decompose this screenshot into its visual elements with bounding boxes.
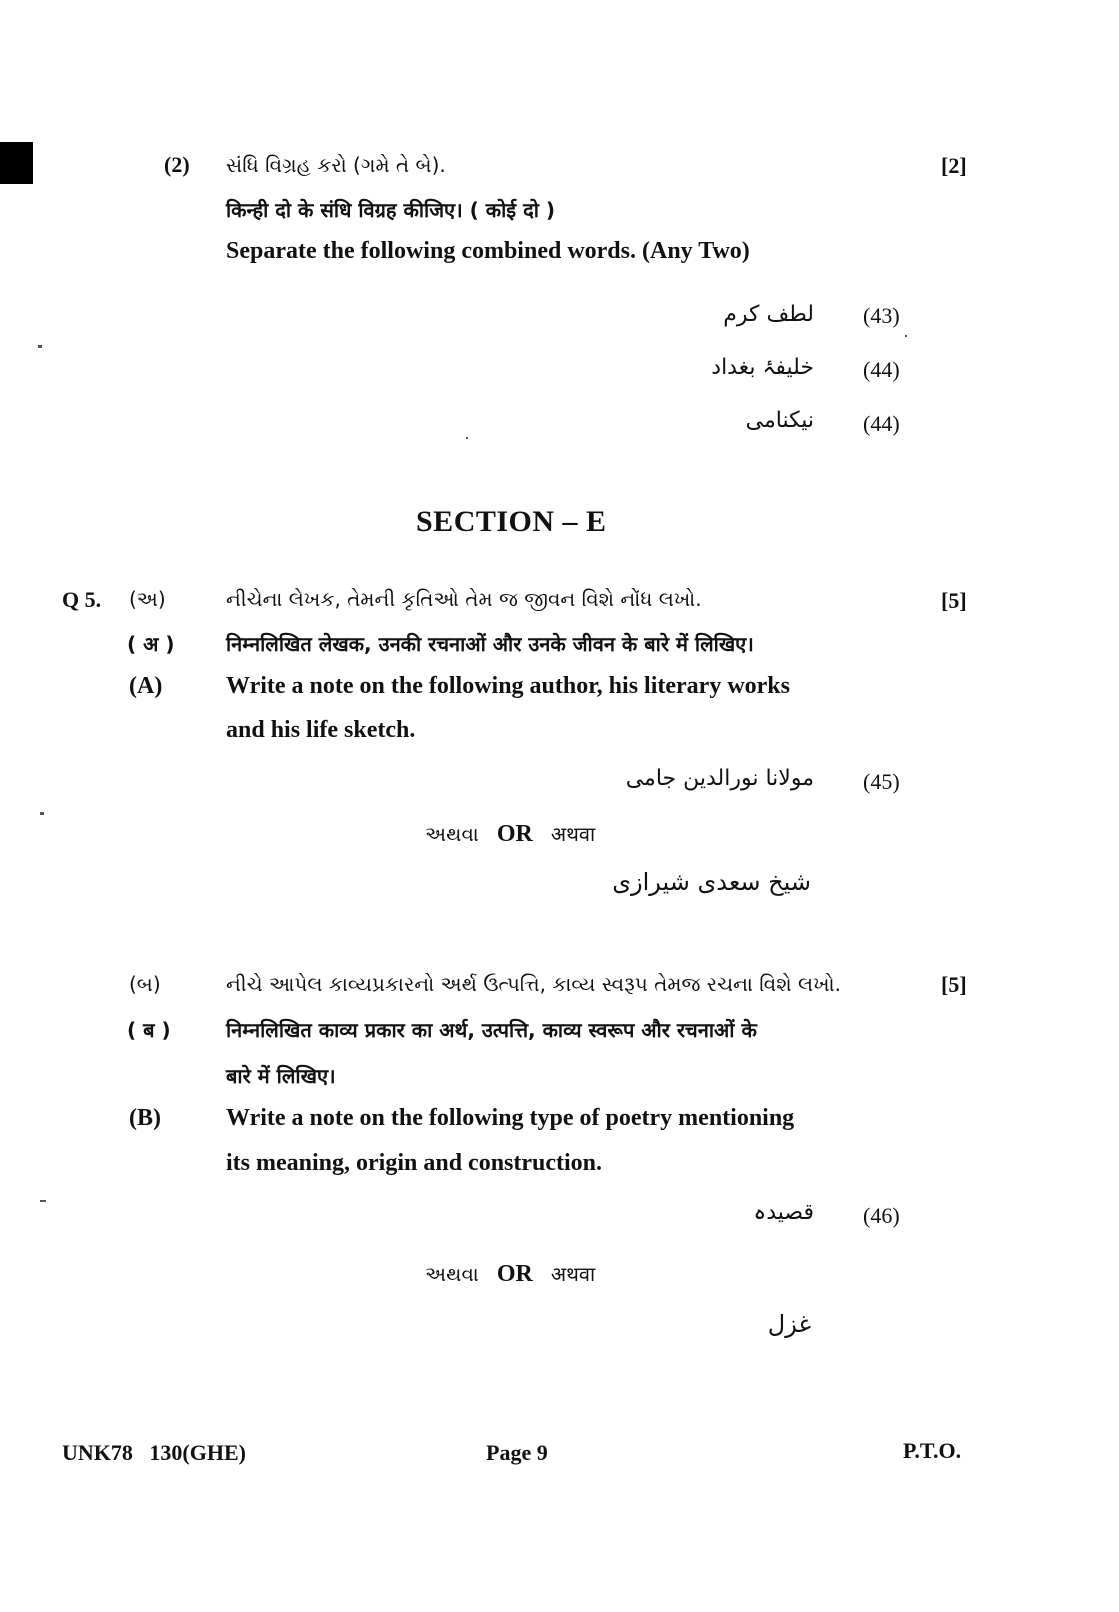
q5b-label-hindi: ( ब ) <box>127 1018 171 1042</box>
q5b-urdu-alternate-poetry-type: غزل <box>767 1310 811 1338</box>
footer-paper-code: UNK78 130(GHE) <box>62 1440 246 1465</box>
or-english: OR <box>496 1261 533 1287</box>
urdu-word-44a: خلیفۂ بغداد <box>711 355 814 380</box>
q5a-label-hindi: ( अ ) <box>127 632 175 656</box>
q4-part2-marks: [2] <box>941 153 967 178</box>
scan-speck <box>905 335 907 337</box>
or-gujarati: અથવા <box>425 1262 479 1286</box>
footer-pto: P.T.O. <box>903 1438 962 1463</box>
q4-part2-english-instruction: Separate the following combined words. (Any Two) <box>226 238 750 264</box>
item-number-46: (46) <box>863 1203 900 1228</box>
q5a-urdu-author: مولانا نورالدین جامی <box>625 766 814 791</box>
q4-part2-gujarati-instruction: સંધિ વિગ્રહ કરો (ગમે તે બે). <box>226 153 446 177</box>
or-english: OR <box>496 821 533 847</box>
q5b-gujarati-instruction: નીચે આપેલ કાવ્યપ્રકારનો અર્થ ઉત્પત્તિ, કાવ્ય સ્વરૂપ તેમજ રચના વિશે લખો. <box>226 972 841 996</box>
scan-speck <box>466 437 468 439</box>
scan-speck <box>38 345 42 348</box>
urdu-word-43: لطف کرم <box>723 302 814 327</box>
q5a-urdu-alternate-author: شیخ سعدی شیرازی <box>612 868 811 896</box>
q5a-marks: [5] <box>941 588 967 613</box>
q5b-english-instruction-line2: its meaning, origin and construction. <box>226 1150 603 1176</box>
scan-speck <box>40 812 44 815</box>
or-hindi: अथवा <box>550 822 596 846</box>
q4-part2-number: (2) <box>164 152 190 177</box>
q5-number: Q 5. <box>62 587 102 612</box>
q5b-label-gujarati: (બ) <box>129 972 161 996</box>
q5b-english-instruction-line1: Write a note on the following type of poetry mentioning <box>226 1105 795 1131</box>
q5a-label-gujarati: (અ) <box>129 587 166 611</box>
item-number-44b: (44) <box>863 411 900 436</box>
q5a-or-divider <box>425 820 595 848</box>
item-number-43: (43) <box>863 303 900 328</box>
q5a-label-english: (A) <box>129 673 163 699</box>
q5b-hindi-instruction-line2: बारे में लिखिए। <box>226 1064 336 1088</box>
urdu-word-44b: نیکنامی <box>745 408 814 433</box>
q5a-gujarati-instruction: નીચેના લેખક, તેમની કૃતિઓ તેમ જ જીવન વિશે નોંધ લખો. <box>226 587 702 611</box>
registration-mark <box>0 142 33 184</box>
q4-part2-hindi-instruction: किन्ही दो के संधि विग्रह कीजिए। ( कोई दो ) <box>226 198 555 222</box>
scan-speck <box>40 1200 46 1202</box>
item-number-44a: (44) <box>863 357 900 382</box>
q5b-hindi-instruction-line1: निम्नलिखित काव्य प्रकार का अर्थ, उत्पत्ति, काव्य स्वरूप और रचनाओं के <box>226 1018 757 1042</box>
q5b-marks: [5] <box>941 972 967 997</box>
or-hindi: अथवा <box>550 1262 596 1286</box>
q5b-label-english: (B) <box>129 1105 161 1131</box>
q5a-english-instruction-line1: Write a note on the following author, his literary works <box>226 673 790 699</box>
item-number-45: (45) <box>863 769 900 794</box>
section-heading: SECTION – E <box>416 505 607 538</box>
q5a-english-instruction-line2: and his life sketch. <box>226 717 416 743</box>
or-gujarati: અથવા <box>425 822 479 846</box>
footer-page-number: Page 9 <box>486 1440 548 1465</box>
q5b-urdu-poetry-type: قصیدہ <box>753 1200 814 1225</box>
q5b-or-divider <box>425 1260 595 1288</box>
q5a-hindi-instruction: निम्नलिखित लेखक, उनकी रचनाओं और उनके जीवन के बारे में लिखिए। <box>226 632 754 656</box>
